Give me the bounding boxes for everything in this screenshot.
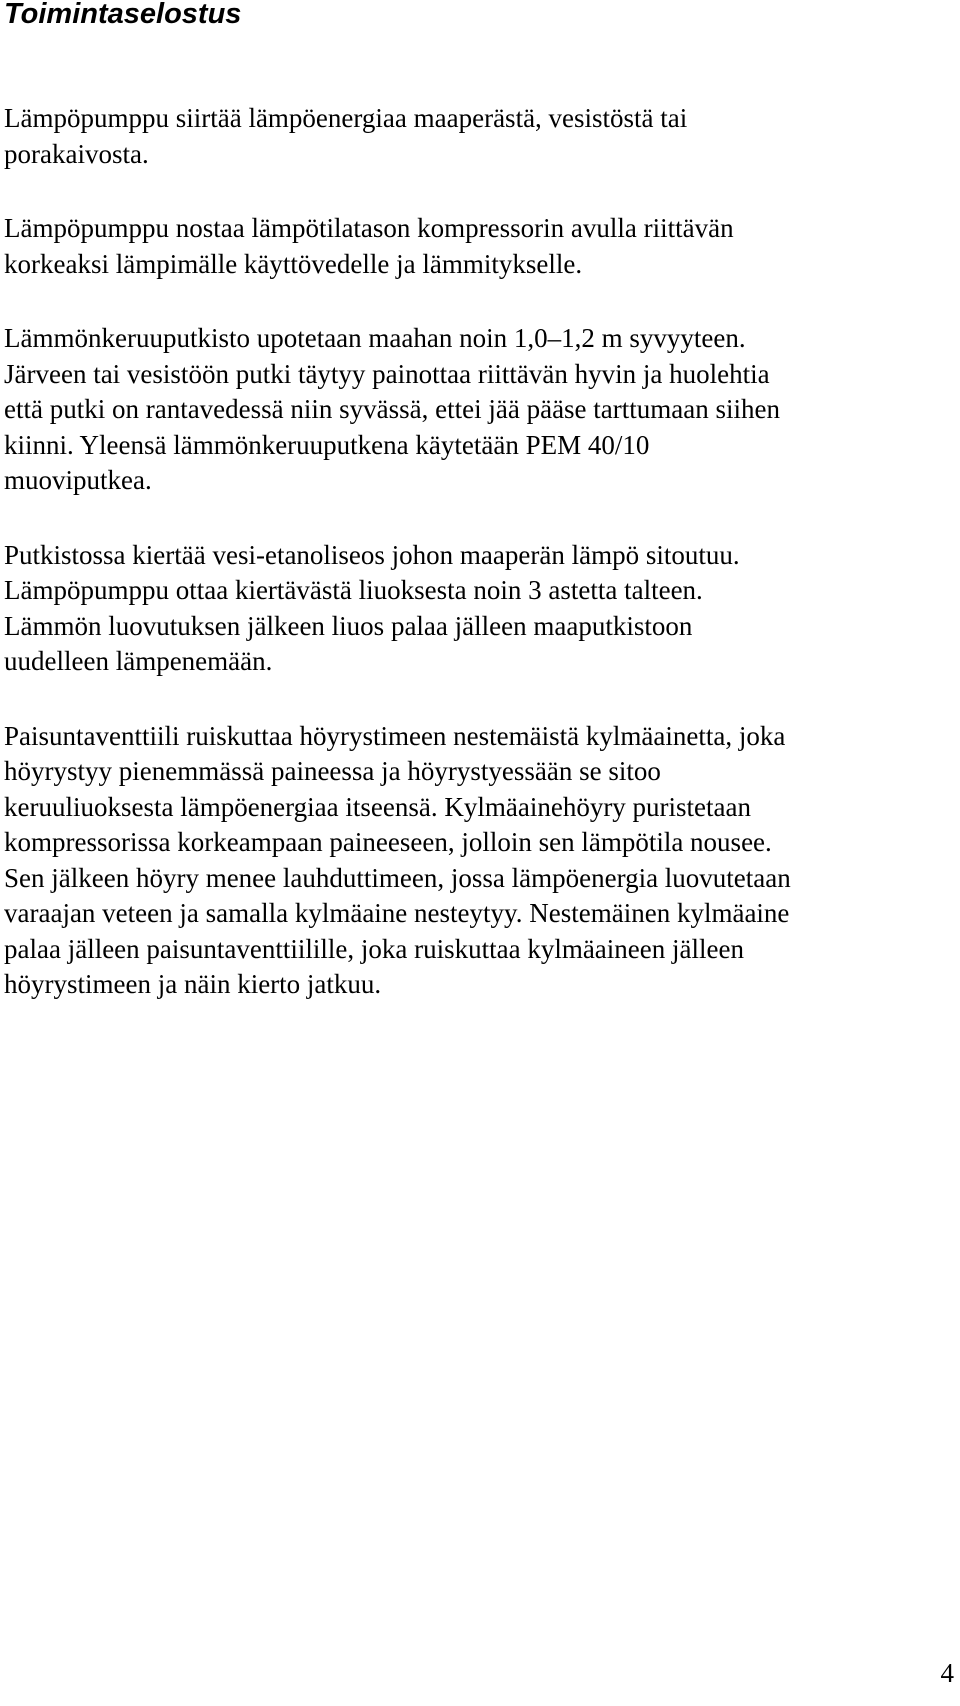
paragraph-heat-transfer (4, 101, 954, 172)
text-line: Lämmönkeruuputkisto upotetaan maahan noin 1,0–1,2 m syvyyteen. (4, 323, 746, 353)
text-line: kompressorissa korkeampaan paineeseen, jolloin sen lämpötila nousee. (4, 827, 772, 857)
text-line: muoviputkea. (4, 465, 152, 495)
paragraph-refrigerant-cycle (4, 719, 954, 1003)
text-line: Lämmön luovutuksen jälkeen liuos palaa jälleen maaputkistoon (4, 610, 693, 641)
text-line: varaajan veteen ja samalla kylmäaine nesteytyy. Nestemäinen kylmäaine (4, 898, 790, 928)
text-line: Putkistossa kiertää vesi-etanoliseos johon maaperän lämpö sitoutuu. (4, 539, 740, 570)
text-line: Paisuntaventtiili ruiskuttaa höyrystimeen nestemäistä kylmäainetta, joka (4, 720, 786, 751)
text-line: höyrystimeen ja näin kierto jatkuu. (4, 969, 382, 999)
page-heading: Toimintaselostus (4, 0, 242, 30)
text-line: porakaivosta. (4, 138, 149, 169)
text-line: Järveen tai vesistöön putki täytyy painottaa riittävän hyvin ja huolehtia (4, 358, 770, 389)
text-line: keruuliuoksesta lämpöenergiaa itseensä. Kylmäainehöyry puristetaan (4, 791, 752, 822)
text-line: kiinni. Yleensä lämmönkeruuputkena käytetään PEM 40/10 (4, 429, 650, 460)
text-line: höyrystyy pienemmässä paineessa ja höyrystyessään se sitoo (4, 756, 661, 786)
text-line: korkeaksi lämpimälle käyttövedelle ja lämmitykselle. (4, 248, 583, 279)
text-line: että putki on rantavedessä niin syvässä, ettei jää pääse tarttumaan siihen (4, 394, 780, 424)
paragraph-compressor (4, 211, 954, 282)
text-line: Lämpöpumppu siirtää lämpöenergiaa maaperästä, vesistöstä tai (4, 103, 688, 133)
document-body (4, 101, 954, 1042)
text-line: Lämpöpumppu nostaa lämpötilatason kompressorin avulla riittävän (4, 213, 734, 243)
text-line: uudelleen lämpenemään. (4, 646, 273, 676)
paragraph-circulating-fluid (4, 538, 954, 680)
paragraph-collector-pipes (4, 321, 954, 499)
text-line: palaa jälleen paisuntaventtiilille, joka ruiskuttaa kylmäaineen jälleen (4, 933, 744, 964)
text-line: Lämpöpumppu ottaa kiertävästä liuoksesta noin 3 astetta talteen. (4, 575, 703, 605)
text-line: Sen jälkeen höyry menee lauhduttimeen, jossa lämpöenergia luovutetaan (4, 862, 791, 893)
page-number: 4 (940, 1658, 954, 1688)
